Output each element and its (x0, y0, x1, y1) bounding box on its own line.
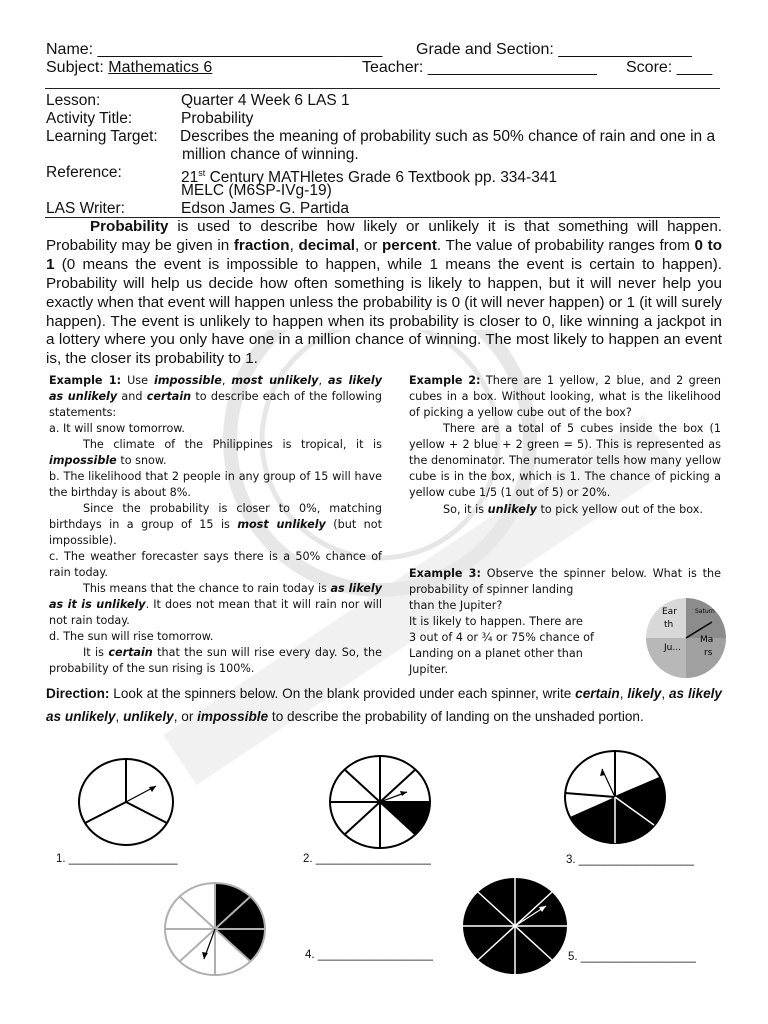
label-earth-2: th (664, 620, 674, 630)
example-2-heading: Example 2: (409, 374, 481, 387)
subject-field (46, 58, 212, 77)
example-3-question: Observe the spinner below. What is the probability of spinner landing (409, 567, 722, 596)
example-3-heading: Example 3: (409, 567, 481, 580)
example-2-conclusion (409, 502, 721, 518)
exp-c-2: . It does not mean that it will rain nor will not rain today. (49, 598, 382, 627)
exp-c-term: as likely as it is unlikely (49, 582, 382, 611)
label-mars-2: rs (704, 648, 713, 658)
intro-paragraph (46, 218, 722, 369)
dir-sep: , (661, 686, 669, 701)
example-1-text: Use (121, 374, 155, 387)
intro-text-3: , or (355, 236, 383, 254)
example-2-question: There are 1 yellow, 2 blue, and 2 green cubes in a box. Without looking, what is the likelihood of picking a yellow cube out of the box? (409, 374, 721, 419)
learning-target-value (182, 128, 722, 164)
term-certain: certain (146, 390, 192, 403)
subject-label: Subject: (46, 59, 104, 76)
exp-b-term: most unlikely (237, 518, 326, 531)
sector-earth (646, 598, 686, 638)
ex3-line-5: Landing on a planet other than (409, 647, 583, 660)
exp-c-1: This means that the chance to rain today is (83, 582, 331, 595)
grade-section-field[interactable]: Grade and Section: _______________ (416, 41, 692, 58)
dir-sep: , or (173, 708, 198, 724)
spinner-3 (562, 749, 668, 845)
learning-target-label: Learning Target: (46, 128, 158, 145)
answer-blank-5[interactable]: 5. __________________ (568, 951, 696, 963)
spinner-4 (162, 881, 268, 977)
example-1 (49, 373, 382, 677)
name-field[interactable]: Name: ________________________________ (46, 41, 383, 58)
statement-c: c. The weather forecaster says there is a 50% chance of rain today. (49, 550, 382, 579)
teacher-field[interactable]: Teacher: ___________________ (362, 59, 597, 76)
explanation-a (49, 437, 382, 469)
exp-a-term: impossible (49, 454, 117, 467)
term-percent: percent (382, 236, 437, 254)
intro-text-5: (0 means the event is impossible to happen, while 1 means the event is certain to happen). Probability will help us decide how often something is likely to happen, but it will never help you exactly when that event will happen unless the probability is 0 (it will never happen) or 1 (it will surely happen). The event is unlikely to happen when its probability is closer to 0, like winning a jackpot in a lottery where you only have one in a million chance of winning. The most likely to happen an event is, the closer its probability to 1. (46, 255, 722, 368)
exp-d-term: certain (108, 646, 153, 659)
ex3-line-2: than the Jupiter? (409, 599, 503, 612)
term-as-likely: as likely as unlikely (49, 374, 383, 403)
spinner-2 (327, 754, 433, 850)
label-jupiter: Ju... (664, 643, 681, 653)
header-divider (45, 88, 720, 89)
example-2-solution: There are a total of 5 cubes inside the box (1 yellow + 2 blue + 2 green = 5). This is represented as the denominator. The numerator tells how many yellow cube is in the box, which is 1. The chance of picking a yellow cube 1/5 (1 out of 5) or 20%. (409, 422, 721, 499)
statement-d: d. The sun will rise tomorrow. (49, 630, 214, 643)
label-mars-1: Ma (700, 635, 714, 645)
answer-blank-4[interactable]: 4. __________________ (305, 949, 433, 961)
term-most-unlikely: most unlikely (231, 374, 319, 387)
explanation-c (49, 581, 382, 629)
reference-number: 21 (181, 169, 199, 187)
direction-text (46, 683, 722, 728)
sep: and (117, 390, 147, 403)
intro-text-1: is used to describe how likely or unlikely it is that something will happen. Probability may be given in (46, 218, 722, 254)
term-decimal: decimal (298, 236, 355, 254)
answer-blank-2[interactable]: 2. __________________ (303, 853, 431, 865)
melc-code: MELC (M6SP-IVg-19) (181, 182, 332, 199)
exp-d-2: that the sun will rise every day. So, the probability of the sun rising is 100%. (49, 646, 382, 675)
lesson-label: Lesson: (46, 92, 101, 109)
dir-impossible: impossible (197, 708, 269, 724)
dir-likely: likely (627, 686, 662, 701)
ex3-line-4: 3 out of 4 or ¾ or 75% chance of (409, 631, 594, 644)
example-3-answer (409, 598, 639, 678)
spinner-1 (76, 756, 176, 848)
ex3-line-3: It is likely to happen. There are (409, 615, 583, 628)
las-writer-value: Edson James G. Partida (181, 200, 349, 217)
dir-sep: , (619, 686, 628, 701)
subject-value: Mathematics 6 (108, 59, 213, 76)
dir-text-1: Look at the spinners below. On the blank provided under each spinner, write (109, 686, 576, 701)
reference-label: Reference: (46, 164, 122, 181)
term-fraction: fraction (233, 236, 290, 254)
example-1-heading: Example 1: (49, 374, 122, 387)
exp-a-1: The climate of the Philippines is tropical, it is (83, 438, 382, 451)
sep: , (318, 374, 329, 387)
direction-heading: Direction: (46, 686, 110, 701)
label-earth-1: Ear (662, 607, 677, 617)
reference-title: Century MATHletes Grade 6 Textbook pp. 334-341 (205, 169, 558, 187)
ex2-concl-1: So, it is (443, 503, 488, 516)
activity-title-value: Probability (181, 110, 254, 127)
example-2 (409, 373, 721, 518)
statement-a: a. It will snow tomorrow. (49, 422, 185, 435)
score-field[interactable]: Score: ____ (626, 59, 713, 76)
lesson-value: Quarter 4 Week 6 LAS 1 (181, 92, 350, 109)
intro-text-4: . The value of probability ranges from (436, 236, 695, 254)
planet-spinner (644, 596, 728, 680)
ex2-concl-2: to pick yellow out of the box. (536, 503, 703, 516)
term-impossible: impossible (154, 374, 222, 387)
reference-sup: st (198, 168, 206, 178)
spinner-5 (460, 876, 570, 976)
dir-as-likely: as likely as unlikely (46, 686, 722, 724)
answer-blank-3[interactable]: 3. __________________ (566, 854, 694, 866)
statement-b: b. The likelihood that 2 people in any group of 15 will have the birthday is about 8%. (49, 470, 382, 499)
example-3 (409, 566, 721, 598)
explanation-b (49, 501, 382, 549)
term-probability: Probability (90, 218, 169, 235)
intro-text-2: , (289, 236, 299, 254)
exp-b-1: Since the probability is closer to 0%, matching birthdays in a group of 15 is (49, 502, 382, 531)
learning-target-text: Describes the meaning of probability such as 50% chance of rain and one in a million chance of winning. (180, 128, 716, 163)
dir-certain: certain (575, 686, 620, 701)
exp-a-2: to snow. (116, 454, 167, 467)
dir-sep: , (115, 708, 124, 724)
term-range: 0 to 1 (46, 236, 722, 273)
answer-blank-1[interactable]: 1. _________________ (56, 853, 178, 865)
ex3-line-6: Jupiter. (409, 663, 448, 676)
dir-text-end: to describe the probability of landing on the unshaded portion. (268, 708, 644, 724)
dir-unlikely: unlikely (123, 708, 174, 724)
example-1-text-end: to describe each of the following statements: (49, 390, 382, 419)
term-unlikely: unlikely (487, 503, 537, 516)
exp-d-1: It is (83, 646, 109, 659)
las-writer-label: LAS Writer: (46, 200, 125, 217)
label-saturn: Saturn (695, 608, 715, 615)
activity-title-label: Activity Title: (46, 110, 133, 127)
explanation-d (49, 645, 382, 677)
sector-saturn (686, 598, 726, 638)
exp-b-2: (but not impossible). (49, 518, 382, 547)
sep: , (221, 374, 232, 387)
